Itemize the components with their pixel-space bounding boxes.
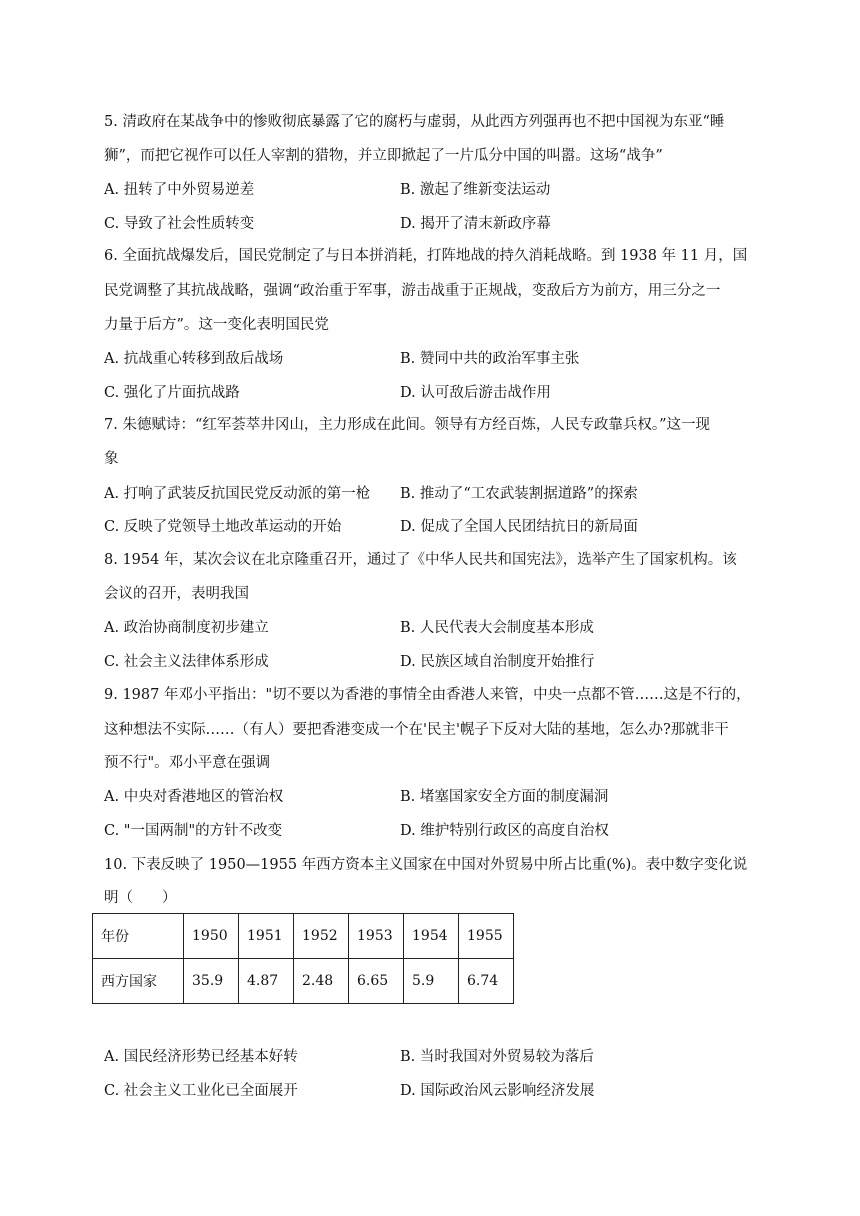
q7-stem-line-1: 7. 朱德赋诗：“红军荟萃井冈山，主力形成在此间。领导有方经百炼，人民专政靠兵权。”这一现: [104, 417, 711, 433]
table-year-cell: 1952: [294, 914, 349, 959]
q5-option-b: B. 激起了维新变法运动: [400, 182, 551, 198]
q10-option-c: C. 社会主义工业化已全面展开: [104, 1083, 298, 1099]
q8-option-c: C. 社会主义法律体系形成: [104, 654, 269, 670]
table-year-cell: 1953: [349, 914, 404, 959]
q9-option-b: B. 堵塞国家安全方面的制度漏洞: [400, 789, 609, 805]
q8-option-a: A. 政治协商制度初步建立: [104, 620, 269, 636]
table-value-cell: 35.9: [184, 959, 239, 1004]
q5-stem-line-1: 5. 清政府在某战争中的惨败彻底暴露了它的腐朽与虚弱，从此西方列强再也不把中国视为东亚“睡: [104, 114, 725, 130]
q6-stem-line-3: 力量于后方”。这一变化表明国民党: [104, 317, 329, 333]
q8-option-d: D. 民族区域自治制度开始推行: [400, 654, 595, 670]
q8-option-b: B. 人民代表大会制度基本形成: [400, 620, 594, 636]
table-year-cell: 1950: [184, 914, 239, 959]
q6-stem-line-1: 6. 全面抗战爆发后，国民党制定了与日本拼消耗，打阵地战的持久消耗战略。到 1938 年 11 月，国: [104, 248, 748, 264]
q9-option-a: A. 中央对香港地区的管治权: [104, 789, 284, 805]
q10-option-d: D. 国际政治风云影响经济发展: [400, 1083, 595, 1099]
q7-stem-line-2: 象: [104, 451, 119, 467]
q10-option-b: B. 当时我国对外贸易较为落后: [400, 1049, 594, 1065]
q7-option-d: D. 促成了全国人民团结抗日的新局面: [400, 519, 638, 535]
q10-stem-line-1: 10. 下表反映了 1950—1955 年西方资本主义国家在中国对外贸易中所占比重(%)。表中数字变化说: [104, 857, 748, 873]
table-header-row: [93, 914, 514, 959]
q5-option-c: C. 导致了社会性质转变: [104, 216, 255, 232]
q10-option-a: A. 国民经济形势已经基本好转: [104, 1049, 298, 1065]
q6-option-a: A. 抗战重心转移到敌后战场: [104, 351, 284, 367]
table-value-cell: 5.9: [404, 959, 459, 1004]
table-row-label: 西方国家: [93, 959, 184, 1004]
table-value-cell: 6.65: [349, 959, 404, 1004]
table-year-cell: 1955: [459, 914, 514, 959]
q7-option-c: C. 反映了党领导土地改革运动的开始: [104, 519, 342, 535]
q6-option-d: D. 认可敌后游击战作用: [400, 385, 551, 401]
q10-stem-line-2: 明（ ）: [104, 890, 177, 906]
trade-share-table: [92, 913, 514, 1004]
q9-stem-line-1: 9. 1987 年邓小平指出："切不要以为香港的事情全由香港人来管，中央一点都不管……这是不行的，: [104, 687, 751, 703]
q6-stem-line-2: 民党调整了其抗战战略，强调“政治重于军事，游击战重于正规战，变敌后方为前方，用三分之一: [104, 283, 721, 299]
q9-stem-line-3: 预不行"。邓小平意在强调: [104, 755, 271, 771]
q7-option-a: A. 打响了武装反抗国民党反动派的第一枪: [104, 486, 371, 502]
table-value-cell: 6.74: [459, 959, 514, 1004]
q6-option-c: C. 强化了片面抗战路: [104, 385, 240, 401]
q5-stem-line-2: 狮”，而把它视作可以任人宰割的猎物，并立即掀起了一片瓜分中国的叫嚣。这场“战争”: [104, 148, 663, 164]
q9-option-d: D. 维护特别行政区的高度自治权: [400, 823, 609, 839]
q9-stem-line-2: 这种想法不实际……（有人）要把香港变成一个在'民主'幌子下反对大陆的基地，怎么办?那就非干: [104, 722, 729, 738]
q6-option-b: B. 赞同中共的政治军事主张: [400, 351, 580, 367]
table-value-cell: 4.87: [239, 959, 294, 1004]
table-value-cell: 2.48: [294, 959, 349, 1004]
table-year-cell: 1951: [239, 914, 294, 959]
q5-option-a: A. 扭转了中外贸易逆差: [104, 182, 255, 198]
q9-option-c: C. "一国两制"的方针不改变: [104, 823, 283, 839]
q8-stem-line-1: 8. 1954 年，某次会议在北京隆重召开，通过了《中华人民共和国宪法》，选举产生了国家机构。该: [104, 552, 737, 568]
table-row: [93, 959, 514, 1004]
table-year-cell: 1954: [404, 914, 459, 959]
q8-stem-line-2: 会议的召开，表明我国: [104, 586, 249, 602]
q5-option-d: D. 揭开了清末新政序幕: [400, 216, 551, 232]
table-header-label: 年份: [93, 914, 184, 959]
q7-option-b: B. 推动了“工农武装割据道路”的探索: [400, 486, 638, 502]
